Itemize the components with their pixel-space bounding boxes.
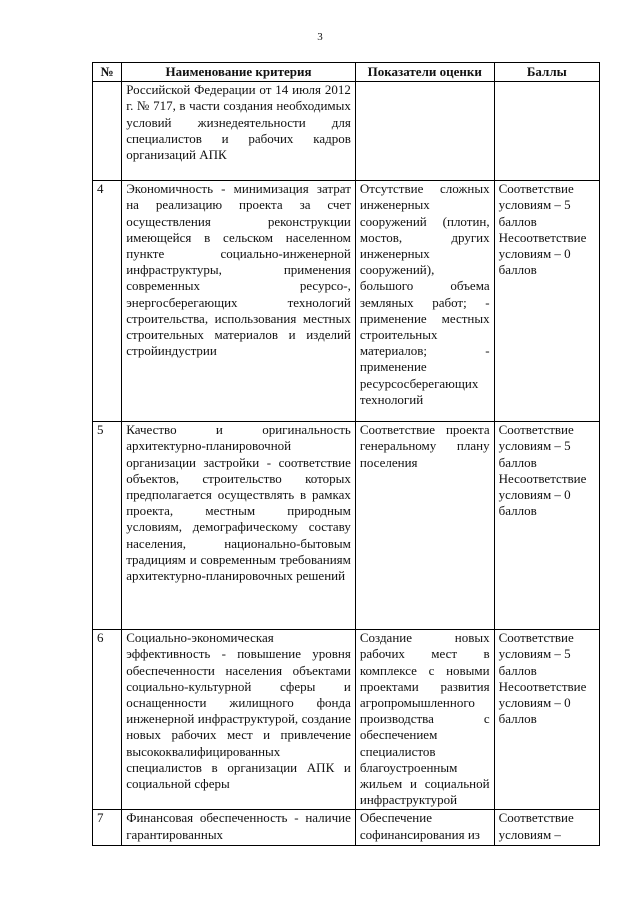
row-indicators: Обеспечение софинансирования из (355, 810, 494, 846)
table-row (93, 181, 600, 422)
table-row (93, 630, 600, 810)
row-indicators: Создание новых рабочих мест в комплексе с новыми проектами развития агропромышленного производства с обеспечением специалистов благоустроенным жильем и социальной инфраструктурой (355, 630, 494, 810)
table-row (93, 810, 600, 846)
table-header-row (93, 63, 600, 82)
row-criterion: Социально-экономическая эффективность - повышение уровня обеспеченности населения объектами социально-культурной сферы и оснащенности жилищного фонда инженерной инфраструктурой, создание новых рабочих мест и привлечение высококвалифицированных специалистов в организации АПК и социальной сферы (122, 630, 356, 810)
page-number: 3 (317, 31, 323, 43)
table-row (93, 422, 600, 630)
row-num (93, 82, 122, 181)
row-score (494, 82, 599, 181)
row-score: Соответствие условиям – 5 баллов Несоответствие условиям – 0 баллов (494, 630, 599, 810)
row-criterion: Экономичность - минимизация затрат на реализацию проекта за счет осуществления реконструкции имеющейся в сельском населенном пункте социально-инженерной инфраструктуры, применения современных ресурсо-, энергосберегающих технологий строительства, использования местных строительных материалов и изделий стройиндустрии (122, 181, 356, 422)
row-num: 7 (93, 810, 122, 846)
row-score: Соответствие условиям – 5 баллов Несоответствие условиям – 0 баллов (494, 422, 599, 630)
row-indicators (355, 82, 494, 181)
row-criterion: Российской Федерации от 14 июля 2012 г. № 717, в части создания необходимых условий жизнедеятельности для специалистов и рабочих кадров организаций АПК (122, 82, 356, 181)
row-indicators: Отсутствие сложных инженерных сооружений (плотин, мостов, других инженерных сооружений), большого объема земляных работ; - применение местных строительных материалов; - применение ресурсосберегающих технологий (355, 181, 494, 422)
row-criterion: Финансовая обеспеченность - наличие гарантированных (122, 810, 356, 846)
header-score: Баллы (494, 63, 599, 82)
row-num: 6 (93, 630, 122, 810)
row-criterion: Качество и оригинальность архитектурно-планировочной организации застройки - соответствие объектов, строительство которых предполагается осуществлять в рамках проекта, местным природным условиям, демографическому составу населения, национально-бытовым традициям и современным требованиям архитектурно-планировочных решений (122, 422, 356, 630)
row-indicators: Соответствие проекта генеральному плану поселения (355, 422, 494, 630)
table-row (93, 82, 600, 181)
header-name: Наименование критерия (122, 63, 356, 82)
row-num: 5 (93, 422, 122, 630)
row-num: 4 (93, 181, 122, 422)
header-num: № (93, 63, 122, 82)
row-score: Соответствие условиям – 5 баллов Несоответствие условиям – 0 баллов (494, 181, 599, 422)
header-indicators: Показатели оценки (355, 63, 494, 82)
row-score: Соответствие условиям – (494, 810, 599, 846)
criteria-table (92, 62, 600, 846)
